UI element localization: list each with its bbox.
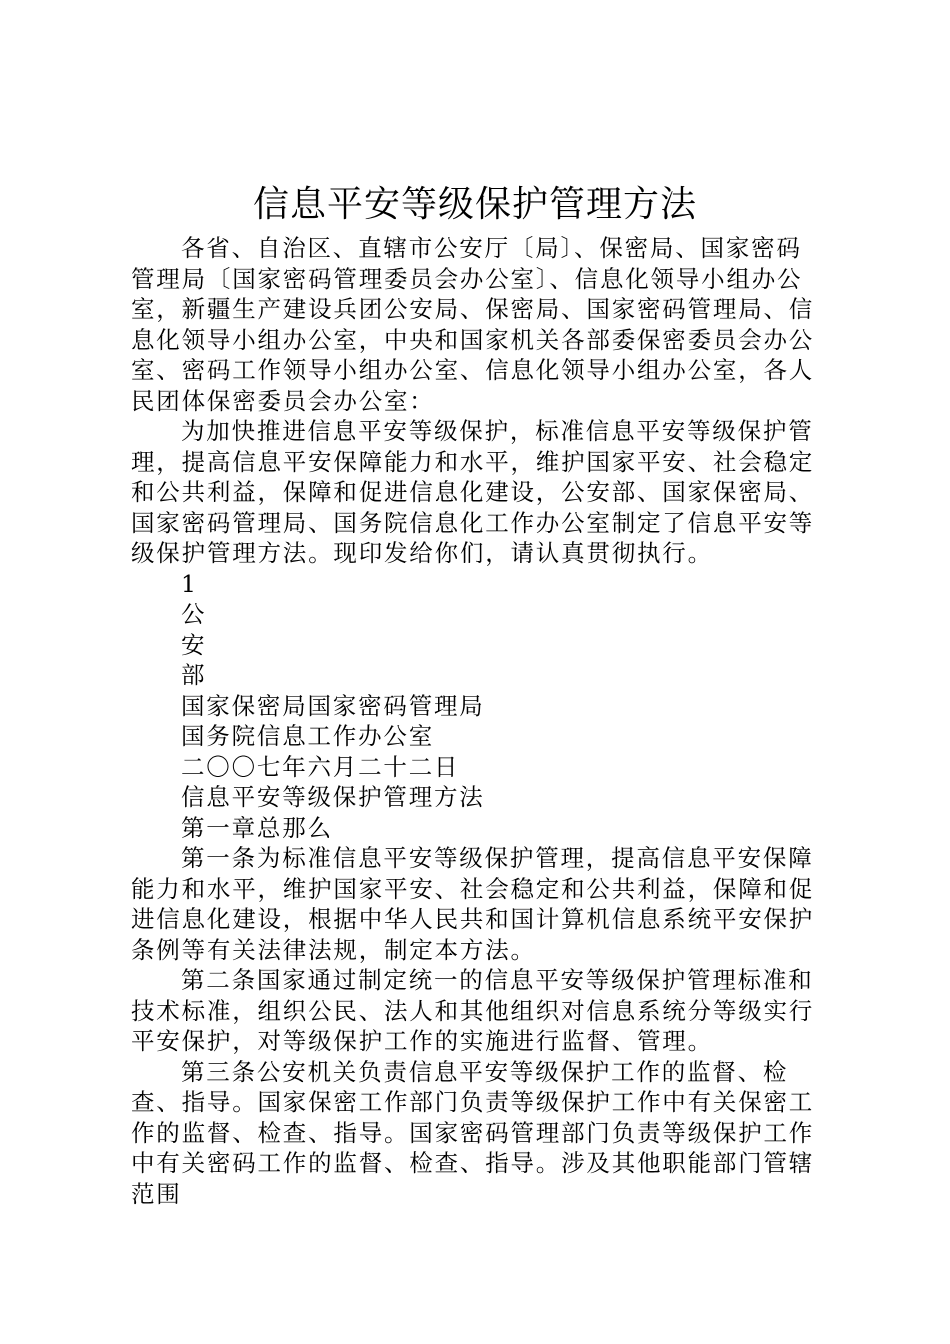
line-issuer-state-council: 国务院信息工作办公室	[181, 722, 434, 750]
article-2: 第二条国家通过制定统一的信息平安等级保护管理标准和技术标准，组织公民、法人和其他组织对信息系统分等级实行平安保护，对等级保护工作的实施进行监督、管理。	[131, 966, 815, 1055]
document-body	[131, 233, 821, 1209]
article-3: 第三条公安机关负责信息平安等级保护工作的监督、检查、指导。国家保密工作部门负责等级保护工作中有关保密工作的监督、检查、指导。国家密码管理部门负责等级保护工作中有关密码工作的监督、检查、指导。涉及其他职能部门管辖范围	[131, 1057, 815, 1208]
article-1: 第一条为标准信息平安等级保护管理，提高信息平安保障能力和水平，维护国家平安、社会稳定和公共利益，保障和促进信息化建设，根据中华人民共和国计算机信息系统平安保护条例等有关法律法规，制定本方法。	[131, 844, 815, 964]
paragraph-addressees: 各省、自治区、直辖市公安厅〔局〕、保密局、国家密码管理局〔国家密码管理委员会办公室〕、信息化领导小组办公室，新疆生产建设兵团公安局、保密局、国家密码管理局、信息化领导小组办公室，中央和国家机关各部委保密委员会办公室、密码工作领导小组办公室、信息化领导小组办公室，各人民团体保密委员会办公室：	[131, 234, 815, 415]
line-chapter-heading: 第一章总那么	[181, 813, 333, 842]
line-issuer-char-3: 部	[181, 661, 207, 689]
line-attachment-number: 1	[181, 569, 198, 598]
line-issuer-char-1: 公	[181, 600, 207, 628]
document-title: 信息平安等级保护管理方法	[252, 184, 697, 225]
paragraph-notice: 为加快推进信息平安等级保护，标准信息平安等级保护管理，提高信息平安保障能力和水平，维护国家平安、社会稳定和公共利益，保障和促进信息化建设，公安部、国家保密局、国家密码管理局、国务院信息化工作办公室制定了信息平安等级保护管理方法。现印发给你们，请认真贯彻执行。	[131, 417, 815, 567]
line-measures-title: 信息平安等级保护管理方法	[181, 783, 485, 811]
line-issuer-secrecy-crypto: 国家保密局国家密码管理局	[181, 691, 485, 720]
line-issuer-char-2: 安	[181, 630, 207, 659]
line-date: 二〇〇七年六月二十二日	[181, 752, 460, 781]
